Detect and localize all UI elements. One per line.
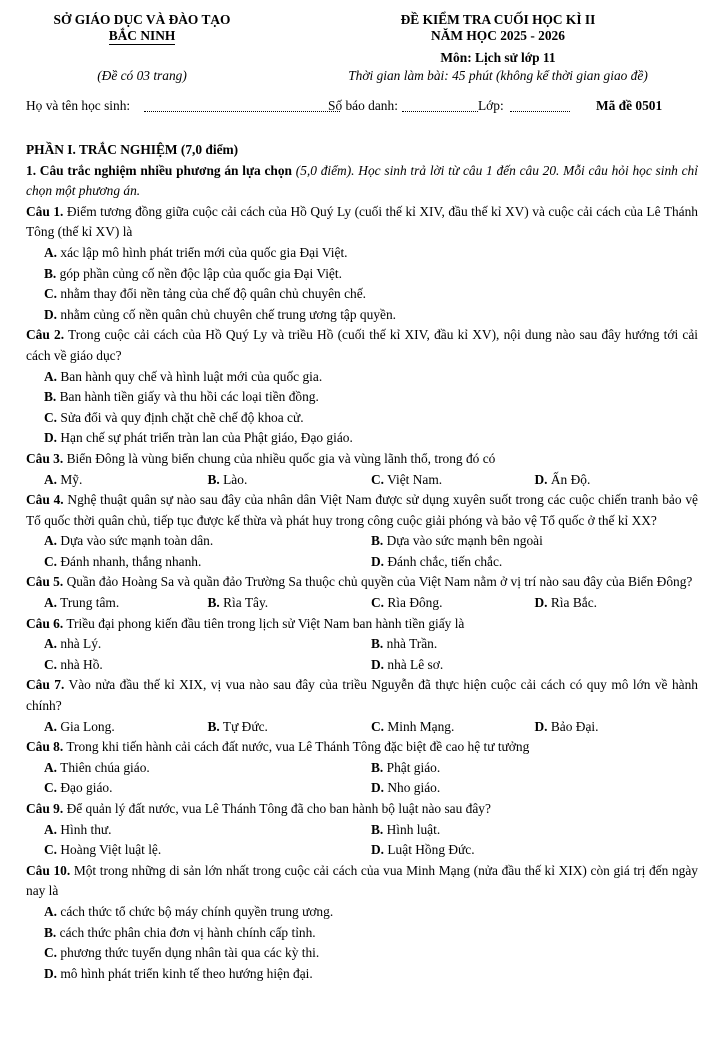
q5-option-d: D. Rìa Bắc.: [534, 595, 597, 611]
part1-title: PHẦN I. TRẮC NGHIỆM (7,0 điểm): [26, 142, 239, 157]
q7-option-c: C. Minh Mạng.: [371, 718, 455, 734]
q7-option-b: B. Tự Đức.: [207, 718, 268, 734]
q5-option-c: C. Rìa Đông.: [371, 595, 443, 611]
q8-option-c: C. Đạo giáo.: [44, 780, 113, 796]
q8-options-row2: [26, 778, 698, 799]
q4-option-b: B. Dựa vào sức mạnh bên ngoài: [371, 533, 543, 549]
q8-option-b: B. Phật giáo.: [371, 759, 441, 775]
q6-option-d: D. nhà Lê sơ.: [371, 656, 444, 672]
student-id-label: Số báo danh:: [328, 98, 398, 113]
q9-option-c: C. Hoàng Việt luật lệ.: [44, 842, 162, 858]
q10-option-b: B. cách thức phân chia đơn vị hành chính cấp tỉnh.: [44, 924, 316, 940]
question-4: Câu 4. Nghệ thuật quân sự nào sau đây của nhân dân Việt Nam được sử dụng xuyên suốt trong các cuộc chiến tranh bảo vệ Tổ quốc thời quân chủ, tiếp tục được kế thừa và phát huy trong công cuộc giải phóng và bảo vệ Tổ quốc ở thế kỉ XX?: [26, 492, 698, 528]
q8-option-a: A. Thiên chúa giáo.: [44, 759, 150, 775]
question-10: Câu 10. Một trong những di sản lớn nhất trong cuộc cải cách của vua Minh Mạng (nửa đầu thế kỉ XIX) còn giá trị đến ngày nay là: [26, 862, 698, 899]
q8-option-d: D. Nho giáo.: [371, 780, 441, 796]
q4-option-d: D. Đánh chắc, tiến chắc.: [371, 553, 503, 569]
q6-option-a: A. nhà Lý.: [44, 636, 102, 652]
q2-option-c: C. Sửa đổi và quy định chặt chẽ chế độ khoa cử.: [44, 409, 304, 425]
part1-instructions: 1. Câu trắc nghiệm nhiều phương án lựa chọn (5,0 điểm). Học sinh trả lời từ câu 1 đến câu 20. Mỗi câu hỏi học sinh chỉ chọn một phương án.: [26, 162, 698, 199]
department-name: SỞ GIÁO DỤC VÀ ĐÀO TẠO: [53, 12, 231, 27]
student-id-field: [402, 98, 478, 112]
q3-option-b: B. Lào.: [207, 471, 248, 487]
q5-options: [26, 593, 698, 614]
q1-option-d: D. nhằm củng cố nền quân chủ chuyên chế trung ương tập quyền.: [44, 306, 396, 322]
q5-option-b: B. Rìa Tây.: [207, 595, 269, 611]
q9-option-d: D. Luật Hồng Đức.: [371, 842, 475, 858]
q3-options: [26, 470, 698, 491]
exam-code: Mã đề 0501: [596, 98, 663, 113]
q7-option-d: D. Bảo Đại.: [534, 718, 599, 734]
q2-option-b: B. Ban hành tiền giấy và thu hồi các loại tiền đồng.: [44, 389, 319, 405]
q4-options-row2: [26, 552, 698, 573]
question-8: Câu 8. Trong khi tiến hành cải cách đất nước, vua Lê Thánh Tông đặc biệt đề cao hệ tư tưởng: [26, 739, 530, 755]
q3-option-c: C. Việt Nam.: [371, 471, 443, 487]
class-field: [510, 98, 570, 112]
q4-option-c: C. Đánh nhanh, thắng nhanh.: [44, 553, 202, 569]
q6-option-b: B. nhà Trần.: [371, 636, 438, 652]
school-year: NĂM HỌC 2025 - 2026: [431, 28, 565, 43]
q1-option-c: C. nhằm thay đổi nền tảng của chế độ quân chủ chuyên chế.: [44, 286, 367, 302]
q9-option-b: B. Hình luật.: [371, 821, 441, 837]
q4-options-row1: [26, 531, 698, 552]
question-6: Câu 6. Triều đại phong kiến đầu tiên trong lịch sử Việt Nam ban hành tiền giấy là: [26, 615, 465, 631]
question-7: Câu 7. Vào nửa đầu thế kỉ XIX, vị vua nào sau đây của triều Nguyễn đã thực hiện cuộc cải cách có quy mô lớn về hành chính?: [26, 677, 698, 714]
q10-option-c: C. phương thức tuyển dụng nhân tài qua các kỳ thi.: [44, 945, 320, 961]
page-count-note: (Đề có 03 trang): [97, 68, 187, 83]
q1-option-a: A. xác lập mô hình phát triển mới của quốc gia Đại Việt.: [44, 244, 348, 260]
question-3: Câu 3. Biển Đông là vùng biển chung của nhiều quốc gia và vùng lãnh thổ, trong đó có: [26, 450, 496, 466]
q10-option-a: A. cách thức tổ chức bộ máy chính quyền trung ương.: [44, 903, 334, 919]
q9-option-a: A. Hình thư.: [44, 821, 112, 837]
q3-option-d: D. Ấn Độ.: [534, 471, 591, 487]
q4-option-a: A. Dựa vào sức mạnh toàn dân.: [44, 533, 214, 549]
q1-option-b: B. góp phần củng cố nền độc lập của quốc gia Đại Việt.: [44, 265, 342, 281]
q6-options-row2: [26, 655, 698, 676]
exam-page: [26, 10, 698, 984]
exam-title: ĐỀ KIỂM TRA CUỐI HỌC KÌ II: [400, 12, 596, 27]
question-2: Câu 2. Trong cuộc cải cách của Hồ Quý Ly và triều Hồ (cuối thế kỉ XIV, đầu kỉ XV), nội dung nào sau đây hướng tới cải cách về giáo dục?: [26, 327, 698, 363]
q3-option-a: A. Mỹ.: [44, 471, 83, 487]
student-name-field: [144, 98, 340, 112]
q9-options-row2: [26, 840, 698, 861]
q6-option-c: C. nhà Hồ.: [44, 656, 103, 672]
q2-option-a: A. Ban hành quy chế và hình luật mới của quốc gia.: [44, 368, 323, 384]
province-name: BẮC NINH: [108, 28, 176, 43]
q10-option-d: D. mô hình phát triển kinh tế theo hướng hiện đại.: [44, 965, 313, 981]
question-1: Câu 1. Điểm tương đồng giữa cuộc cải cách của Hồ Quý Ly (cuối thế kỉ XIV, đầu thế kỉ XV) và cuộc cải cách của Lê Thánh Tông (thế kỉ XV) là: [26, 203, 698, 240]
q6-options-row1: [26, 634, 698, 655]
duration-line: Thời gian làm bài: 45 phút (không kể thời gian giao đề): [348, 68, 648, 83]
exam-header: [26, 10, 698, 96]
q7-option-a: A. Gia Long.: [44, 718, 115, 734]
q8-options-row1: [26, 758, 698, 779]
q2-option-d: D. Hạn chế sự phát triển tràn lan của Phật giáo, Đạo giáo.: [44, 430, 353, 446]
question-9: Câu 9. Để quản lý đất nước, vua Lê Thánh Tông đã cho ban hành bộ luật nào sau đây?: [26, 801, 491, 816]
question-5: Câu 5. Quần đảo Hoàng Sa và quần đảo Trường Sa thuộc chủ quyền của Việt Nam nằm ở vị trí nào sau đây của Biển Đông?: [26, 574, 693, 590]
q5-option-a: A. Trung tâm.: [44, 595, 120, 611]
subject-line: Môn: Lịch sử lớp 11: [440, 50, 556, 65]
student-name-label: Họ và tên học sinh:: [26, 98, 131, 113]
class-label: Lớp:: [478, 98, 504, 113]
q7-options: [26, 717, 698, 738]
student-info-line: [26, 98, 698, 120]
q9-options-row1: [26, 820, 698, 841]
